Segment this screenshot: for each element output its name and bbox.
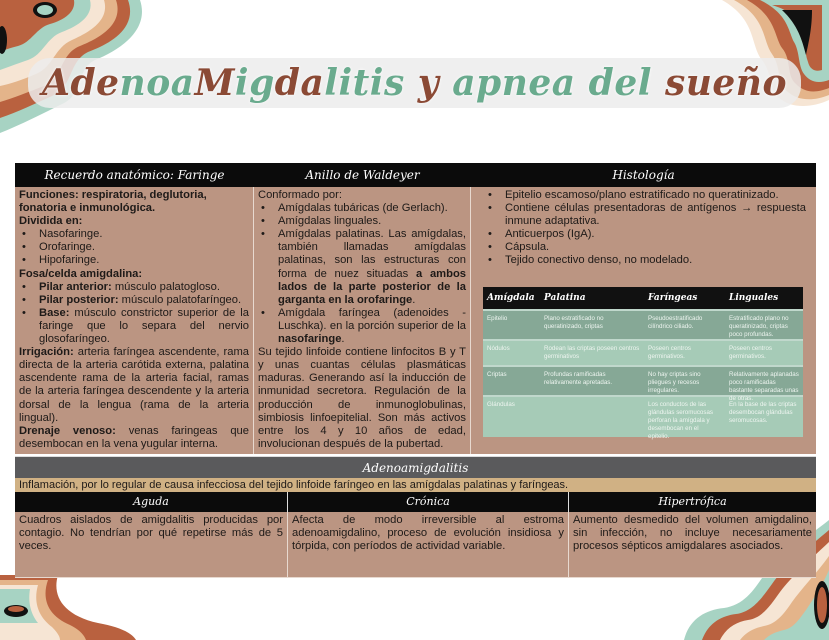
table-cell: Epitelio xyxy=(487,314,508,322)
table-cell: Los conductos de las glándulas seromucosas perforan la amígdala y desembocan en el epitelio. xyxy=(648,400,714,440)
title-part: Ade xyxy=(42,62,120,104)
title-part: noa xyxy=(119,62,195,104)
title-part: ig xyxy=(234,62,275,104)
list-item: • Contiene células presentadoras de antígenos → respuesta inmune adaptativa. xyxy=(485,202,806,228)
histology-table xyxy=(483,287,803,440)
table-cell: Poseen centros germinativos. xyxy=(729,344,772,360)
pilar-text: músculo palatogloso. xyxy=(111,280,220,293)
title-part: sueño xyxy=(664,62,787,104)
table-row xyxy=(483,309,803,339)
item-text: Amígdala faríngea (adenoides - Luschka). en la porción superior de la xyxy=(278,306,466,332)
content-sheet xyxy=(15,163,816,578)
page-title xyxy=(28,58,801,108)
table-row xyxy=(483,339,803,365)
column-header: Amígdala xyxy=(487,292,535,303)
item-bold: a ambos lados de la parte posterior de la garganta en la orofaringe xyxy=(278,267,466,306)
list-item: • Amígdalas tubáricas (de Gerlach). xyxy=(258,202,466,215)
divisiones-list xyxy=(19,228,249,267)
types-body-row xyxy=(15,512,816,578)
irrigacion-paragraph xyxy=(19,346,249,425)
drenaje-paragraph xyxy=(19,425,249,451)
dividida-label: Dividida en: xyxy=(19,215,83,228)
funciones-text xyxy=(19,189,249,215)
column-header: Palatina xyxy=(544,292,586,303)
pilar-text: músculo constrictor superior de la faringe que lo separa del nervio glosofaríngeo. xyxy=(39,306,249,346)
aguda-cell: Cuadros aislados de amigdalitis producidas por contagio. No tendrían por qué repetirse más de 5 veces. xyxy=(15,512,288,577)
fosa-label: Fosa/celda amigdalina: xyxy=(19,267,143,280)
list-item xyxy=(258,307,466,346)
column-header: Linguales xyxy=(729,292,779,303)
pilar-label: Base: xyxy=(39,306,70,319)
header-waldeyer: Anillo de Waldeyer xyxy=(305,168,420,182)
title-part: da xyxy=(274,62,325,104)
irrigacion-label: Irrigación: xyxy=(19,346,74,359)
pilar-text: músculo palatofaríngeo. xyxy=(118,293,242,306)
table-row xyxy=(483,365,803,402)
cronica-cell: Afecta de modo irreversible al estroma adenoamigdalino, proceso de evolución insidiosa y tórpida, con períodos de actividad variable. xyxy=(288,512,569,577)
title-part: apnea xyxy=(452,62,589,104)
title-part: litis xyxy=(324,62,418,104)
table-cell: Plano estratificado no queratinizado, criptas xyxy=(544,314,604,330)
table-cell: En la base de las criptas desembocan glándulas seromucosas. xyxy=(729,400,797,424)
pilares-list xyxy=(19,281,249,346)
title-part: del xyxy=(588,62,665,104)
types-header-row xyxy=(15,492,816,512)
table-cell: No hay criptas sino pliegues y recesos irregulares. xyxy=(648,370,701,394)
table-cell: Estratificado plano no queratinizado, criptas poco profundas. xyxy=(729,314,789,338)
title-container xyxy=(0,58,829,108)
list-item: • Cápsula. xyxy=(485,241,806,254)
table-cell xyxy=(540,397,644,437)
table-cell: Nódulos xyxy=(487,344,510,352)
funciones-label: Funciones: xyxy=(19,189,79,201)
item-end: . xyxy=(341,333,345,346)
table-cell: Criptas xyxy=(487,370,507,378)
item-bold: nasofaringe xyxy=(278,333,342,346)
header-cronica: Crónica xyxy=(288,492,569,512)
drenaje-label: Drenaje venoso: xyxy=(19,424,116,437)
pilar-label: Pilar posterior: xyxy=(39,293,119,306)
histologia-list xyxy=(475,189,812,268)
header-hipertrofica: Hipertrófica xyxy=(658,495,727,508)
hipertrofica-cell: Aumento desmedido del volumen amigdalino, sin infección, no incluye necesariamente procesos sépticos amigdalares asociados. xyxy=(573,514,812,553)
column-header: Faríngeas xyxy=(648,292,698,303)
table-cell: Relativamente aplanadas poco ramificadas bastante separadas unas de otras. xyxy=(729,370,799,402)
waldeyer-paragraph: Su tejido linfoide contiene linfocitos B y T y unas cuantas células plasmáticas maduras. Generando así la inducción de inmunidad secretora. Regulación de la producción de inmunoglobulinas, simbiosis linfoepitelial. Son más activos entre los 4 y 10 años de edad, involucionan después de la pubertad. xyxy=(258,346,466,450)
waldeyer-intro: Conformado por: xyxy=(258,189,342,201)
adenoamigdalitis-definition: Inflamación, por lo regular de causa infecciosa del tejido linfoide faríngeo en las amígdalas palatinas y faríngeas. xyxy=(15,478,816,492)
list-item: • Anticuerpos (IgA). xyxy=(485,228,806,241)
list-item: • Orofaringe. xyxy=(19,241,249,254)
pilar-label: Pilar anterior: xyxy=(39,280,112,293)
list-item: • Amígdalas linguales. xyxy=(258,215,466,228)
item-end: . xyxy=(412,293,416,306)
title-part: y xyxy=(417,62,453,104)
list-item xyxy=(19,294,249,307)
waldeyer-column xyxy=(254,187,471,454)
item-text: Amígdalas palatinas. Las amígdalas, también llamadas amígdalas palatinas, son las estructuras con forma de nuez situadas xyxy=(278,228,466,280)
list-item: • Nasofaringe. xyxy=(19,228,249,241)
drenaje-text: venas faringeas que desembocan en la vena yugular interna. xyxy=(19,424,249,450)
decorative-swirl-bottom-left xyxy=(0,575,140,640)
header-aguda: Aguda xyxy=(15,492,288,512)
histologia-column xyxy=(471,187,816,454)
waldeyer-list xyxy=(258,202,466,346)
table-row xyxy=(483,395,803,440)
header-faringe: Recuerdo anatómico: Faringe xyxy=(44,168,225,182)
table-cell: Rodean las criptas poseen centros germinativos xyxy=(544,344,640,360)
table-header xyxy=(483,287,803,309)
table-cell: Glándulas xyxy=(487,400,515,408)
top-body-row xyxy=(15,187,816,454)
list-item xyxy=(19,307,249,346)
list-item: • Tejido conectivo denso, no modelado. xyxy=(485,254,806,267)
title-part: M xyxy=(194,62,235,104)
list-item xyxy=(19,281,249,294)
table-cell: Poseen centros germinativos. xyxy=(648,344,691,360)
table-cell: Pseudoestratificado cilíndrico ciliado. xyxy=(648,314,703,330)
top-header-row xyxy=(15,163,816,187)
header-histologia: Histología xyxy=(612,168,675,182)
list-item xyxy=(258,228,466,307)
funciones-value: respiratoria, deglutoria, fonatoria e inmunológica. xyxy=(19,189,207,215)
table-cell: Profundas ramificadas relativamente apretadas. xyxy=(544,370,613,386)
adenoamigdalitis-header: Adenoamigdalitis xyxy=(15,456,816,478)
faringe-column xyxy=(15,187,254,454)
list-item: • Epitelio escamoso/plano estratificado no queratinizado. xyxy=(485,189,806,202)
list-item: • Hipofaringe. xyxy=(19,254,249,267)
irrigacion-text: arteria faríngea ascendente, rama directa de la arteria carótida externa, palatina ascendente rama de la arteria facial, ramas de la arteria faríngea descendente y la arteria dorsal de la lengua (rama de la arteria lingual). xyxy=(19,346,249,424)
